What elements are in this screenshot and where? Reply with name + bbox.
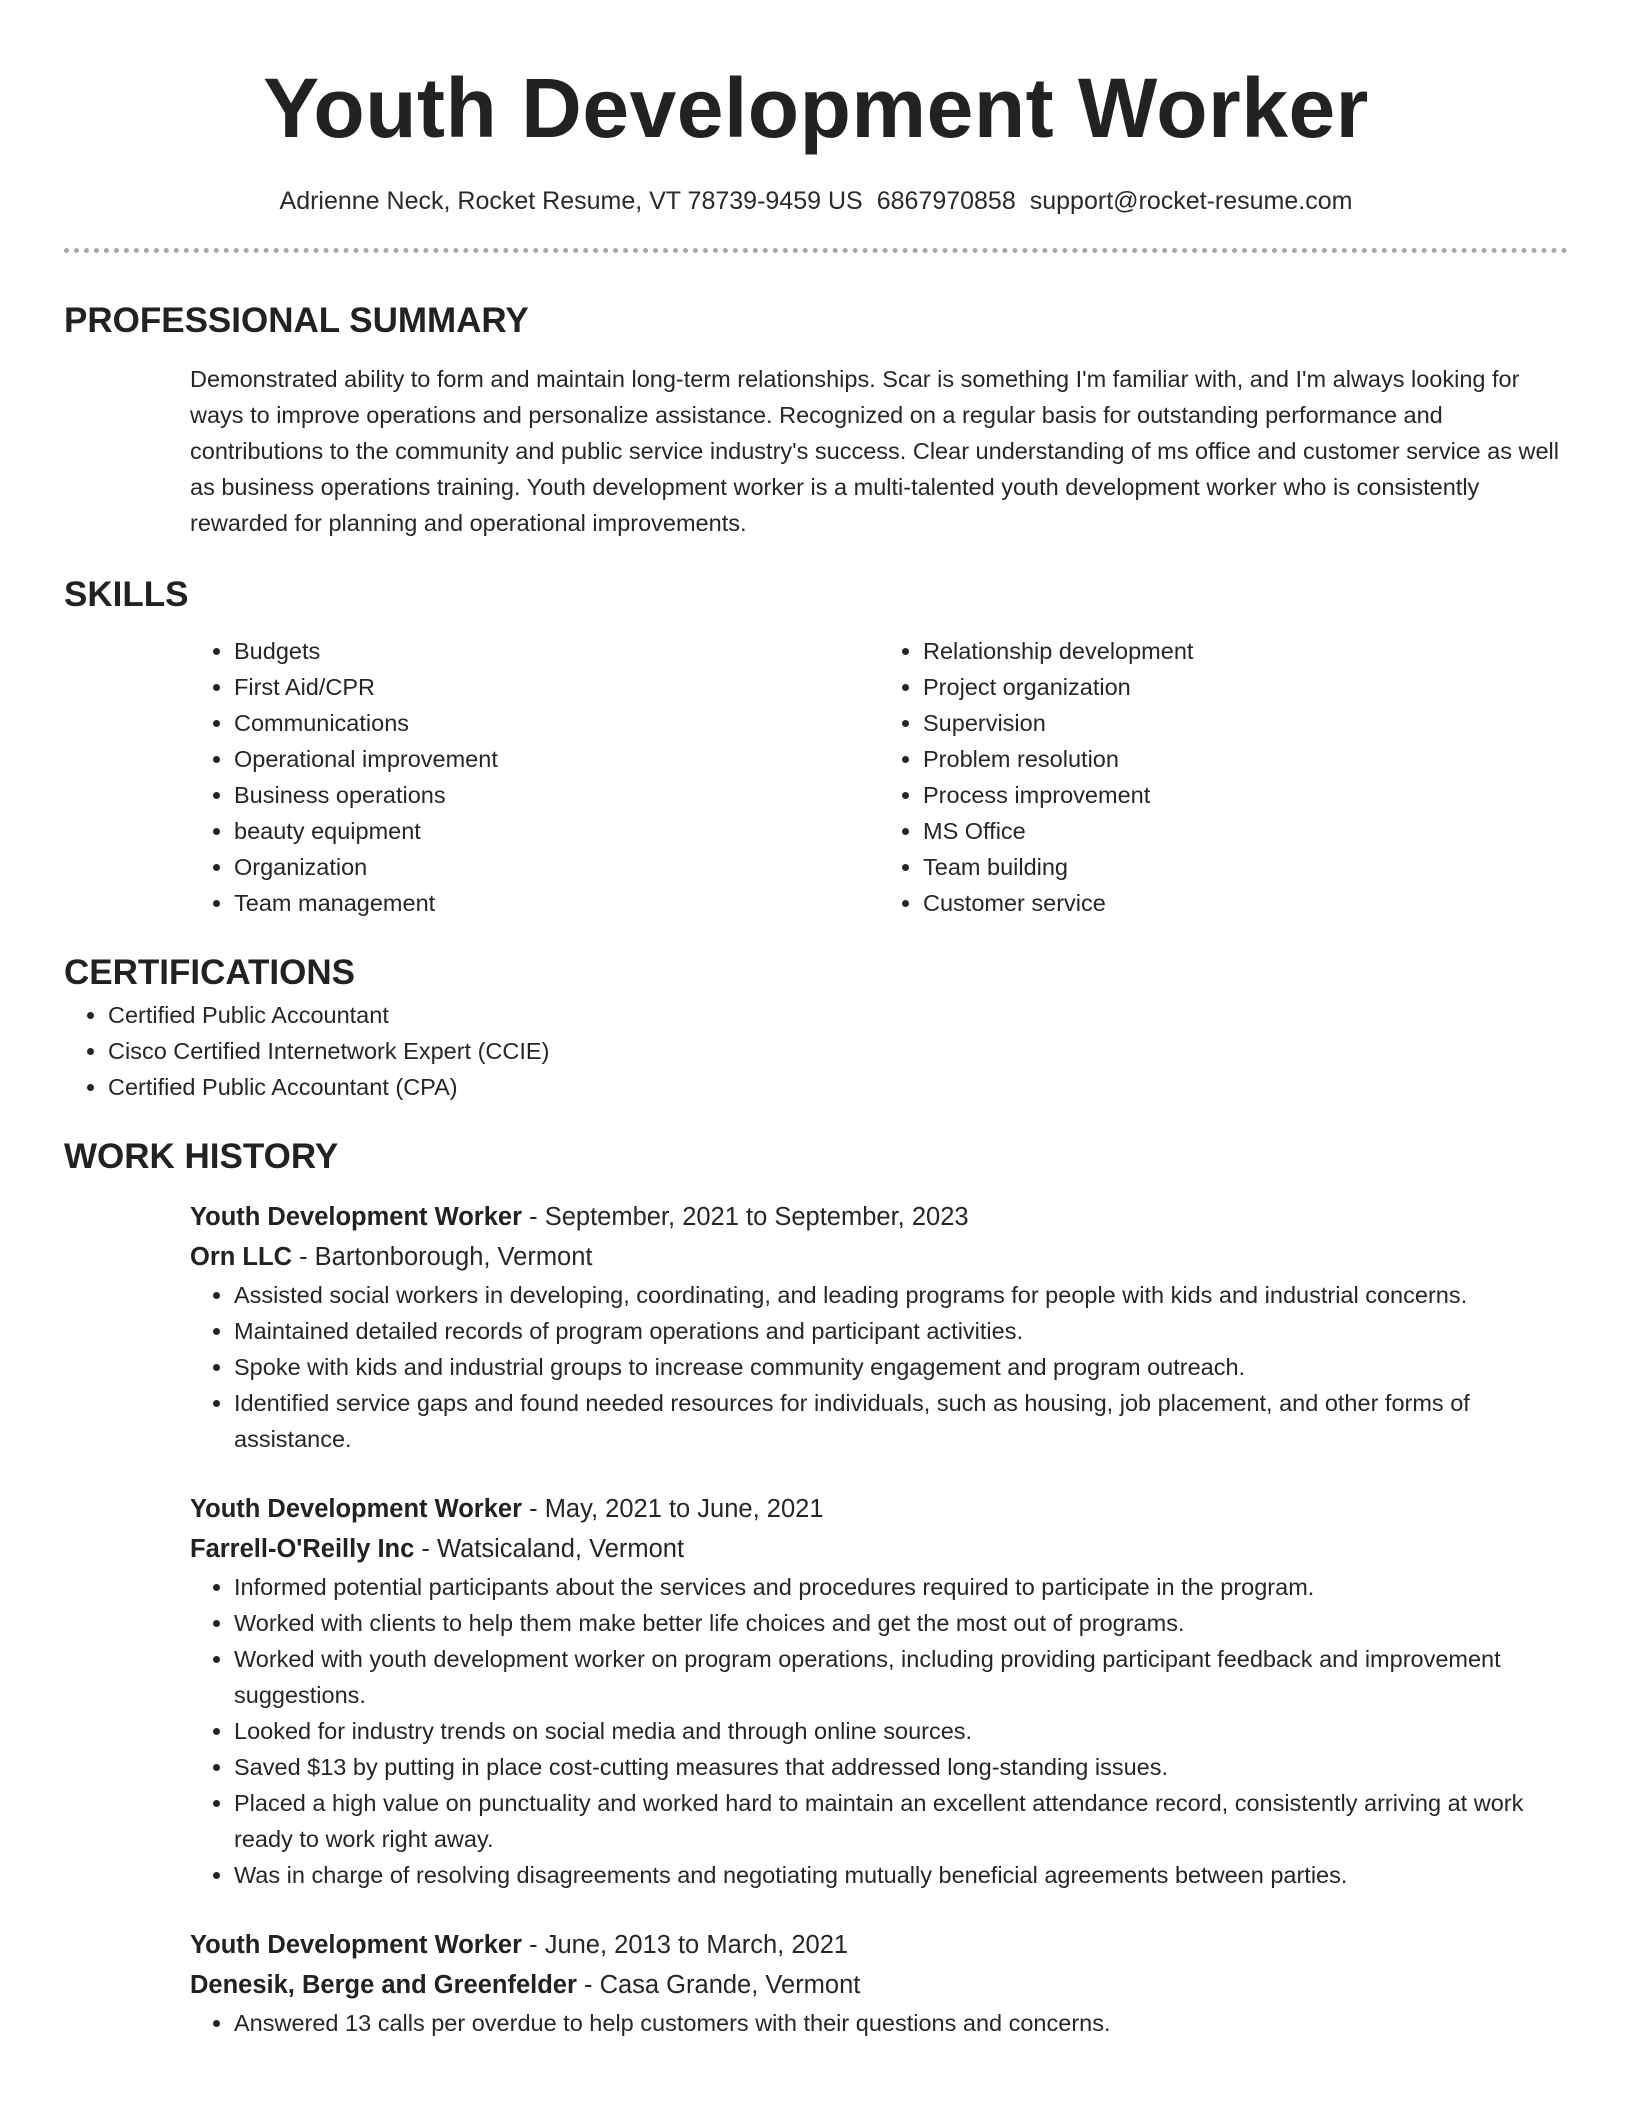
skill-item: • Relationship development <box>923 633 1568 669</box>
job-bullet: • Answered 13 calls per overdue to help customers with their questions and concerns. <box>234 2005 1568 2041</box>
job-bullet: • Worked with clients to help them make better life choices and get the most out of programs. <box>234 1605 1568 1641</box>
skills-grid <box>190 633 1568 921</box>
job-bullet: • Informed potential participants about the services and procedures required to participate in the program. <box>234 1569 1568 1605</box>
job-company-line <box>190 1237 1568 1277</box>
job-bullet: • Was in charge of resolving disagreements and negotiating mutually beneficial agreements between parties. <box>234 1857 1568 1893</box>
certification-item: • Cisco Certified Internetwork Expert (CCIE) <box>108 1033 1568 1069</box>
summary-heading: PROFESSIONAL SUMMARY <box>64 301 529 340</box>
skill-item: • Operational improvement <box>234 741 879 777</box>
job-location: - Bartonborough, Vermont <box>292 1243 593 1271</box>
skill-item: • First Aid/CPR <box>234 669 879 705</box>
skills-list-left <box>190 633 879 921</box>
skill-item: • Organization <box>234 849 879 885</box>
job-location: - Watsicaland, Vermont <box>414 1535 685 1563</box>
job-bullet: • Spoke with kids and industrial groups to increase community engagement and program outreach. <box>234 1349 1568 1385</box>
skills-list-right <box>879 633 1568 921</box>
skill-item: • Team building <box>923 849 1568 885</box>
job-bullet: • Looked for industry trends on social media and through online sources. <box>234 1713 1568 1749</box>
skill-item: • Team management <box>234 885 879 921</box>
skill-item: • Budgets <box>234 633 879 669</box>
skill-item: • Project organization <box>923 669 1568 705</box>
skill-item: • Supervision <box>923 705 1568 741</box>
job-bullet: • Worked with youth development worker on program operations, including providing participant feedback and improvement suggestions. <box>234 1641 1568 1713</box>
job-bullet: • Assisted social workers in developing, coordinating, and leading programs for people with kids and industrial concerns. <box>234 1277 1568 1313</box>
job-bullet: • Identified service gaps and found needed resources for individuals, such as housing, job placement, and other forms of assistance. <box>234 1385 1568 1457</box>
contact-address: Adrienne Neck, Rocket Resume, VT 78739-9459 US <box>279 187 863 215</box>
job-title-line <box>190 1925 1568 1965</box>
job-title-line <box>190 1197 1568 1237</box>
job-entry <box>190 1489 1568 1893</box>
job-dates: - September, 2021 to September, 2023 <box>522 1203 969 1231</box>
resume-title: Youth Development Worker <box>263 61 1369 155</box>
job-dates: - June, 2013 to March, 2021 <box>522 1931 849 1959</box>
job-bullet: • Saved $13 by putting in place cost-cutting measures that addressed long-standing issues. <box>234 1749 1568 1785</box>
job-title: Youth Development Worker <box>190 1931 523 1959</box>
skill-item: • Problem resolution <box>923 741 1568 777</box>
certification-item: • Certified Public Accountant <box>108 997 1568 1033</box>
certifications-heading: CERTIFICATIONS <box>64 953 356 992</box>
summary-text: Demonstrated ability to form and maintain long-term relationships. Scar is something I'm familiar with, and I'm always looking for ways to improve operations and personalize assistance. Recognized on a regular basis for outstanding performance and contributions to the community and public service industry's success. Clear understanding of ms office and customer service as well as business operations training. Youth development worker is a multi-talented youth development worker who is consistently rewarded for planning and operational improvements. <box>190 366 1559 536</box>
job-title: Youth Development Worker <box>190 1495 523 1523</box>
job-bullet: • Maintained detailed records of program operations and participant activities. <box>234 1313 1568 1349</box>
contact-phone: 6867970858 <box>876 187 1016 215</box>
skill-item: • Process improvement <box>923 777 1568 813</box>
job-bullets <box>190 1569 1568 1893</box>
job-company-line <box>190 1529 1568 1569</box>
work-history-heading: WORK HISTORY <box>64 1137 339 1176</box>
skill-item: • Business operations <box>234 777 879 813</box>
job-entry <box>190 1197 1568 1457</box>
certifications-list <box>64 997 1568 1105</box>
job-title-line <box>190 1489 1568 1529</box>
certification-item: • Certified Public Accountant (CPA) <box>108 1069 1568 1105</box>
job-bullets <box>190 2005 1568 2041</box>
job-company-line <box>190 1965 1568 2005</box>
job-company: Denesik, Berge and Greenfelder <box>190 1971 577 1999</box>
skill-item: • Communications <box>234 705 879 741</box>
skill-item: • Customer service <box>923 885 1568 921</box>
header-divider <box>64 248 1568 253</box>
job-dates: - May, 2021 to June, 2021 <box>522 1495 824 1523</box>
job-title: Youth Development Worker <box>190 1203 523 1231</box>
job-bullets <box>190 1277 1568 1457</box>
skill-item: • MS Office <box>923 813 1568 849</box>
job-bullet: • Placed a high value on punctuality and worked hard to maintain an excellent attendance record, consistently arriving at work ready to work right away. <box>234 1785 1568 1857</box>
skill-item: • beauty equipment <box>234 813 879 849</box>
job-company: Farrell-O'Reilly Inc <box>190 1535 415 1563</box>
job-company: Orn LLC <box>190 1243 292 1271</box>
contact-line <box>64 184 1568 218</box>
skills-heading: SKILLS <box>64 575 189 614</box>
contact-email: support@rocket-resume.com <box>1029 187 1353 215</box>
job-location: - Casa Grande, Vermont <box>576 1971 861 1999</box>
job-entry <box>190 1925 1568 2041</box>
